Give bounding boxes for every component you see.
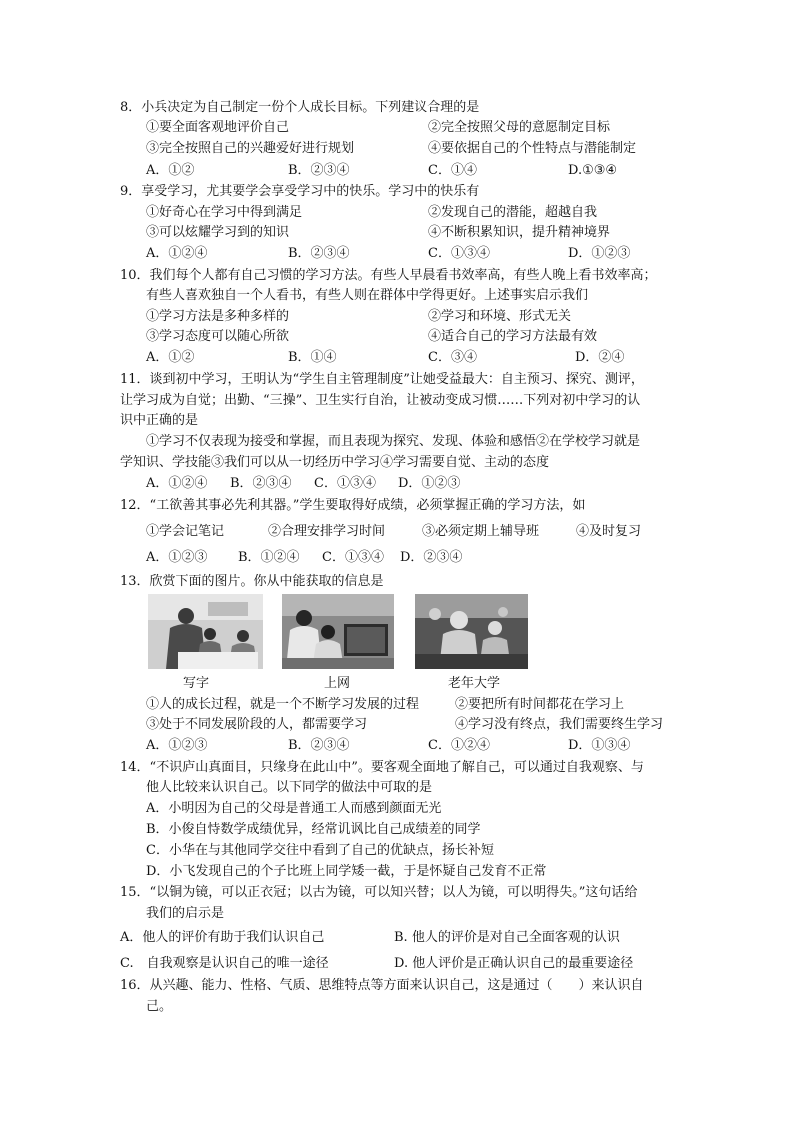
q10-item-3: ③学习态度可以随心所欲 bbox=[146, 329, 290, 344]
q9-option-b: B．②③④ bbox=[288, 246, 350, 261]
q11-body-line-2: 学知识、学技能③我们可以从一切经历中学习④学习需要自觉、主动的态度 bbox=[120, 455, 550, 470]
internet-photo bbox=[282, 594, 394, 669]
writing-photo bbox=[148, 594, 263, 669]
q8-option-d: D.①③④ bbox=[568, 163, 618, 178]
q10-item-4: ④适合自己的学习方法最有效 bbox=[428, 329, 598, 344]
q13-stem: 13．欣赏下面的图片。你从中能获取的信息是 bbox=[120, 574, 384, 589]
q9-option-d: D．①②③ bbox=[568, 246, 631, 261]
q9-option-c: C．①③④ bbox=[428, 246, 490, 261]
q14-option-a: A．小明因为自己的父母是普通工人而感到颜面无光 bbox=[146, 801, 442, 816]
q12-option-d: D．②③④ bbox=[400, 550, 463, 565]
q13-option-c: C．①②④ bbox=[428, 738, 490, 753]
q8-option-b: B．②③④ bbox=[288, 163, 350, 178]
q13-item-3: ③处于不同发展阶段的人，都需要学习 bbox=[146, 717, 368, 732]
q11-option-a: A．①②④ bbox=[146, 476, 208, 491]
q12-option-b: B．①②④ bbox=[238, 550, 300, 565]
q10-item-2: ②学习和环境、形式无关 bbox=[428, 309, 572, 324]
caption-writing: 写字 bbox=[183, 676, 210, 691]
q11-stem-line-2: 让学习成为自觉；出勤、“三操”、卫生实行自治，让被动变成习惯……下列对初中学习的认 bbox=[120, 393, 641, 408]
q12-item-2: ②合理安排学习时间 bbox=[268, 524, 386, 539]
q11-option-c: C．①③④ bbox=[314, 476, 376, 491]
q8-option-a: A．①② bbox=[146, 163, 195, 178]
q12-item-3: ③必须定期上辅导班 bbox=[422, 524, 540, 539]
q9-item-3: ③可以炫耀学习到的知识 bbox=[146, 225, 290, 240]
q9-item-2: ②发现自己的潜能，超越自我 bbox=[428, 205, 598, 220]
q13-item-4: ④学习没有终点，我们需要终生学习 bbox=[455, 717, 664, 732]
q14-option-d: D．小飞发现自己的个子比班上同学矮一截，于是怀疑自己发育不正常 bbox=[146, 864, 547, 879]
q15-option-b: B. 他人的评价是对自己全面客观的认识 bbox=[394, 930, 620, 945]
q10-stem-line-2: 有些人喜欢独自一个人看书，有些人则在群体中学得更好。上述事实启示我们 bbox=[146, 288, 589, 303]
q10-option-c: C．③④ bbox=[428, 350, 477, 365]
q8-item-4: ④要依据自己的个性特点与潜能制定 bbox=[428, 141, 637, 156]
q14-option-b: B．小俊自恃数学成绩优异，经常讥讽比自己成绩差的同学 bbox=[146, 822, 481, 837]
q9-stem: 9．享受学习，尤其要学会享受学习中的快乐。学习中的快乐有 bbox=[120, 184, 480, 199]
q12-stem: 12．“工欲善其事必先利其器。”学生要取得好成绩，必须掌握正确的学习方法，如 bbox=[120, 498, 586, 513]
q16-stem-line-1: 16．从兴趣、能力、性格、气质、思维特点等方面来认识自己，这是通过（ ）来认识自 bbox=[120, 978, 644, 993]
q8-item-3: ③完全按照自己的兴趣爱好进行规划 bbox=[146, 141, 355, 156]
q11-option-d: D．①②③ bbox=[398, 476, 461, 491]
q14-option-c: C．小华在与其他同学交往中看到了自己的优缺点，扬长补短 bbox=[146, 843, 494, 858]
q12-item-4: ④及时复习 bbox=[576, 524, 642, 539]
q12-option-a: A．①②③ bbox=[146, 550, 208, 565]
q8-option-c: C．①④ bbox=[428, 163, 477, 178]
q13-item-2: ②要把所有时间都花在学习上 bbox=[455, 697, 625, 712]
caption-elderly-university: 老年大学 bbox=[448, 676, 501, 691]
q8-item-2: ②完全按照父母的意愿制定目标 bbox=[428, 120, 611, 135]
q13-option-a: A．①②③ bbox=[146, 738, 208, 753]
q15-stem-line-2: 我们的启示是 bbox=[146, 906, 225, 921]
q15-option-a: A．他人的评价有助于我们认识自己 bbox=[120, 930, 325, 945]
q15-option-c: C. 自我观察是认识自己的唯一途径 bbox=[120, 956, 329, 971]
q14-stem-line-1: 14．“不识庐山真面目，只缘身在此山中”。要客观全面地了解自己，可以通过自我观察、与 bbox=[120, 760, 644, 775]
q13-option-b: B．②③④ bbox=[288, 738, 350, 753]
q13-item-1: ①人的成长过程，就是一个不断学习发展的过程 bbox=[146, 697, 420, 712]
q10-stem-line-1: 10．我们每个人都有自己习惯的学习方法。有些人早晨看书效率高，有些人晚上看书效率高； bbox=[120, 268, 657, 283]
q10-option-d: D．②④ bbox=[575, 350, 625, 365]
q11-body-line-1: ①学习不仅表现为接受和掌握，而且表现为探究、发现、体验和感悟②在学校学习就是 bbox=[146, 434, 641, 449]
q11-stem-line-1: 11．谈到初中学习，王明认为“学生自主管理制度”让她受益最大：自主预习、探究、测评， bbox=[120, 372, 644, 387]
q9-item-1: ①好奇心在学习中得到满足 bbox=[146, 205, 303, 220]
q11-option-b: B．②③④ bbox=[230, 476, 292, 491]
q8-stem: 8．小兵决定为自己制定一份个人成长目标。下列建议合理的是 bbox=[120, 100, 480, 115]
q9-item-4: ④不断积累知识，提升精神境界 bbox=[428, 225, 611, 240]
q11-stem-line-3: 识中正确的是 bbox=[120, 413, 199, 428]
q13-option-d: D．①③④ bbox=[568, 738, 631, 753]
q10-option-a: A．①② bbox=[146, 350, 195, 365]
caption-internet: 上网 bbox=[324, 676, 351, 691]
elderly-university-photo bbox=[415, 594, 528, 669]
q15-stem-line-1: 15．“以铜为镜，可以正衣冠；以古为镜，可以知兴替；以人为镜，可以明得失。”这句话给 bbox=[120, 885, 638, 900]
q16-stem-line-2: 己。 bbox=[146, 999, 173, 1014]
q10-option-b: B．①④ bbox=[288, 350, 337, 365]
q12-item-1: ①学会记笔记 bbox=[146, 524, 225, 539]
q9-option-a: A．①②④ bbox=[146, 246, 208, 261]
q15-option-d: D. 他人评价是正确认识自己的最重要途径 bbox=[394, 956, 634, 971]
q10-item-1: ①学习方法是多种多样的 bbox=[146, 309, 290, 324]
q12-option-c: C．①③④ bbox=[322, 550, 384, 565]
q8-item-1: ①要全面客观地评价自己 bbox=[146, 120, 290, 135]
q14-stem-line-2: 他人比较来认识自己。以下同学的做法中可取的是 bbox=[146, 780, 433, 795]
